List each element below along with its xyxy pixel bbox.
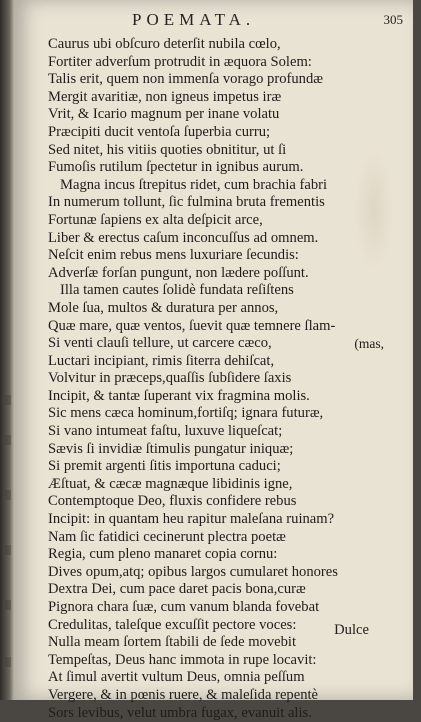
poem-line-text: Talis erit, quem non immenſa vorago profundæ [48,71,323,88]
poem-line [48,669,374,687]
page-header [0,10,421,34]
poem-line-text: Tempeſtas, Deus hanc immota in rupe locavit: [48,651,317,668]
poem-line-text: Neſcit enim rebus mens luxuriare ſecundis: [48,247,299,264]
poem-line [48,36,374,54]
poem-line-text: Fortunæ ſapiens ex alta deſpicit arce, [48,211,263,228]
poem-line-text: Adverſæ forſan pungunt, non lædere poſſunt. [48,264,309,281]
poem-line-text: Dives opum,atq; opibus largos cumularet honores [48,563,338,580]
poem-line-text: Incipit: in quantam heu rapitur maleſana ruinam? [48,511,335,528]
poem-line [48,423,374,441]
poem-line-text: Contemptoque Deo, fluxis confidere rebus [48,493,297,510]
poem-line [48,458,374,476]
poem-line-text: Caurus ubi obſcuro deterſit nubila cœlo, [48,36,281,52]
poem-line [48,194,374,212]
poem-line [48,687,374,705]
poem-line [48,265,374,283]
poem-line-text: Præcipiti ducit ventoſa ſuperbia curru; [48,123,271,140]
poem-line-text: Luctari incipiant, rimis ſiterra dehiſcat, [48,352,275,369]
poem-line-text: Mergit avaritiæ, non igneus impetus iræ [48,88,282,105]
poem-line [48,318,374,336]
poem-line-text: Quæ mare, quæ ventos, ſuevit quæ temnere ſlam- [48,317,336,334]
poem-line [48,159,374,177]
poem-line-text: Æſtuat, & cæcæ magnæque libidinis igne, [48,475,293,492]
poem-line-text: Volvitur in præceps,quaſſis ſubſidere ſaxis [48,370,292,387]
poem-line-text: Pignora chara ſuæ, cum vanum blanda fovebat [48,599,320,615]
poem-line [48,441,374,459]
poem-line-text: Regia, cum pleno manaret copia cornu: [48,546,278,563]
poem-line [48,705,374,722]
poem-line-text: Nulla meam ſortem ſtabili de ſede movebit [48,634,297,651]
poem-line [48,353,374,371]
page-number: 305 [383,12,403,27]
running-head: POEMATA. [132,10,256,29]
runover-fragment: (mas, [354,336,384,352]
poem-line [48,652,374,670]
poem-line-text: Incipit, & tantæ ſuperant vix fragmina molis. [48,387,310,404]
poem-line-text: Mole ſua, multos & duratura per annos, [48,299,279,316]
poem-line [48,581,374,599]
poem-line [48,529,374,547]
poem-line [48,71,374,89]
poem-line-text: Illa tamen cautes ſolidè fundata reſiſtens [60,282,294,299]
poem-line [48,89,374,107]
poem-line [48,546,374,564]
poem-line-text: Fortiter adverſum protrudit in æquora Solem: [48,53,312,70]
poem-line [48,476,374,494]
poem-line-text: Sed nitet, his vitiis quoties obnititur, ut ſi [48,141,287,158]
poem-line-text: Vrit, & Icario magnum per inane volatu [48,106,280,123]
poem-line [48,230,374,248]
poem-line-text: Credulitas, taleſque excuſſit pectore voces: [48,616,297,633]
poem-line-text: In numerum tollunt, ſic fulmina bruta frementis [48,194,325,211]
poem-line [48,493,374,511]
poem-line [48,124,374,142]
poem-line [48,405,374,423]
poem-line [48,335,384,353]
poem-line [48,106,374,124]
poem-line-text: At ſimul avertit vultum Deus, omnia peſſum [48,669,305,686]
poem-line-text: Si venti clauſi tellure, ut carcere cæco, [48,335,272,352]
poem-line-text: Nam ſic fatidici cecinerunt plectra poetæ [48,528,286,545]
poem-line-text: Si premit argenti ſitis importuna caduci; [48,458,281,475]
poem-line [48,370,374,388]
catchword: Dulce [334,622,369,638]
poem-line [48,511,374,529]
poem-line [48,212,374,230]
poem-line-text: Fumoſis rutilum ſpectetur in ignibus aurum. [48,159,304,176]
poem-line-text: Sors levibus, velut umbra fugax, evanuit alis. [48,704,312,721]
poem-line-text: Liber & erectus caſum inconcuſſus ad omnem. [48,229,319,246]
poem-line-text: Sic mens cæca hominum,fortiſq; ignara futuræ, [48,405,324,422]
poem-line-text: Si vano intumeat faſtu, luxuve liqueſcat; [48,423,283,440]
poem-line-text: Sævis ſi invidiæ ſtimulis pungatur iniquæ; [48,440,294,457]
poem-line [48,282,374,300]
poem-line [48,388,374,406]
poem-line [48,300,374,318]
poem-line-text: Magna incus ſtrepitus ridet, cum brachia fabri [60,176,328,193]
poem-line-text: Vergere, & in pœnis ruere, & maleſida repentè [48,686,319,703]
poem-line [48,54,374,72]
poem-line [48,142,374,160]
poem-line [48,634,374,652]
poem-line [48,177,374,195]
poem-line [48,247,374,265]
poem-line [48,617,374,635]
poem-line [48,564,374,582]
poem-line [48,599,374,617]
poem-text [48,36,384,722]
poem-line-text: Dextra Dei, cum pace daret pacis bona,curæ [48,581,306,598]
